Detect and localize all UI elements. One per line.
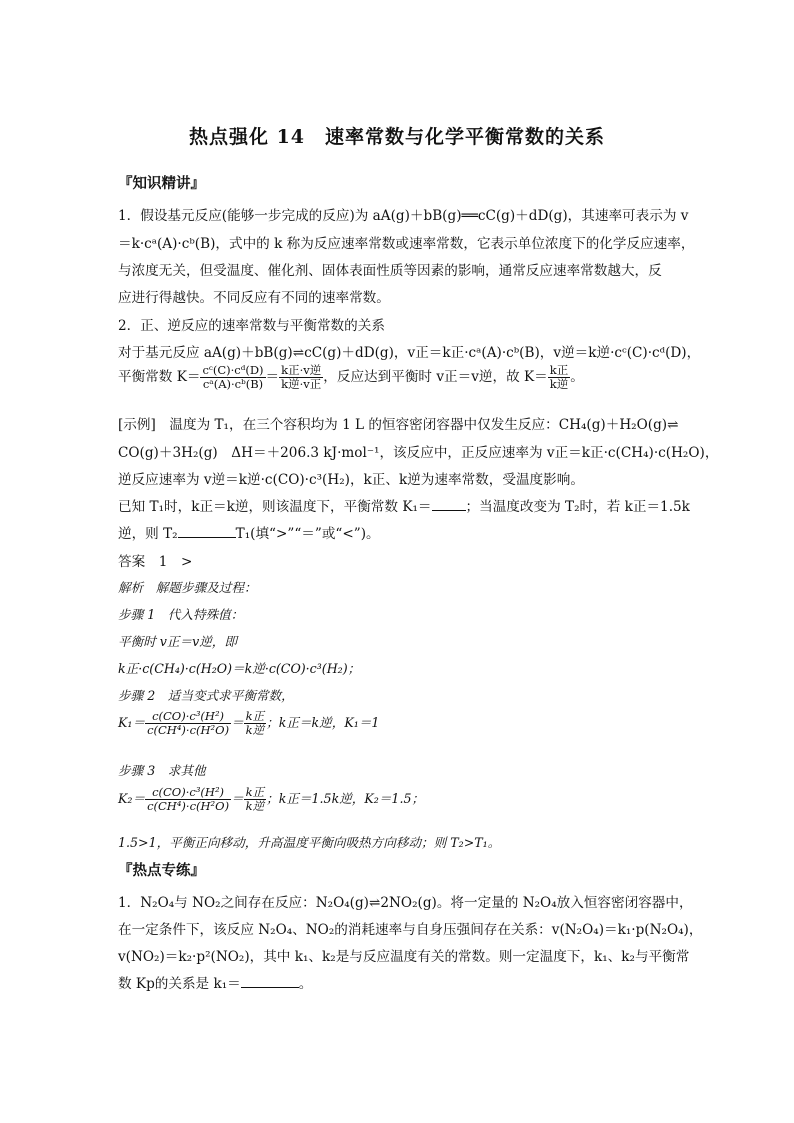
- text-line: ＝k·cᵃ(A)·cᵇ(B)，式中的 k 称为反应速率常数或速率常数，它表示单位浓度下的化学反应速率，: [118, 236, 695, 252]
- page-title: 热点强化 14 速率常数与化学平衡常数的关系: [188, 126, 606, 148]
- solution-line: 步骤 3 求其他: [118, 763, 206, 778]
- solution-line: 1.5>1，平衡正向移动，升高温度平衡向吸热方向移动；则 T₂>T₁。: [118, 835, 501, 850]
- text-line: 对于基元反应 aA(g)＋bB(g)⇌cC(g)＋dD(g)，v正＝k正·cᵃ(A)·cᵇ(B)，v逆＝k逆·cᶜ(C)·cᵈ(D)，: [118, 345, 701, 361]
- solution-line: 平衡时 v正＝v逆，即: [118, 634, 237, 649]
- fraction: $\frac{\text{c(CO)·c³(H²)}}{\text{c(CH⁴)·c(H²O)}}$: [147, 709, 230, 737]
- answer-blank: [178, 525, 236, 538]
- section-header-practice: 『热点专练』: [118, 863, 205, 879]
- text-line: v(NO₂)＝k₂·p²(NO₂)，其中 k₁、k₂是与反应温度有关的常数。则一定温度下，k₁、k₂与平衡常: [118, 949, 690, 965]
- solution-line: 步骤 1 代入特殊值：: [118, 607, 244, 622]
- text-line: 2．正、逆反应的速率常数与平衡常数的关系: [118, 318, 385, 334]
- solution-line: 步骤 2 适当变式求平衡常数，: [118, 688, 294, 703]
- solution-formula-k2: K₂＝ $\frac{\text{c(CO)·c³(H²)}}{\text{c(CH⁴)·c(H²O)}}$ ＝ $\frac{\text{k正}}{\text{k逆}}$ ；k正＝1.5k逆，K₂＝1.5；: [118, 785, 425, 813]
- text-line: [示例] 温度为 T₁，在三个容积均为 1 L 的恒容密闭容器中仅发生反应：CH₄(g)＋H₂O(g)⇌: [118, 417, 679, 433]
- fraction: $\frac{\text{k正}}{\text{k逆}}$: [245, 709, 265, 737]
- answer-line: 答案 1 >: [118, 554, 193, 570]
- answer-blank: [241, 975, 299, 988]
- fraction: $\frac{\text{k正}}{\text{k逆}}$: [549, 363, 569, 391]
- fraction: $\frac{\text{k正}}{\text{k逆}}$: [245, 785, 265, 813]
- equilibrium-constant-formula: 平衡常数 K＝ $\frac{\text{cᶜ(C)·cᵈ(D)}}{\text{cᵃ(A)·cᵇ(B)}}$ ＝ $\frac{\text{k正·v逆}}{\text{k逆·v正}}$ ，反应达到平衡时 v正＝v逆，故 K＝ $\frac{\text{k正}}{\text{k逆}}$ 。: [118, 363, 584, 391]
- text-line: 1．假设基元反应(能够一步完成的反应)为 aA(g)＋bB(g)══cC(g)＋dD(g)，其速率可表示为 v: [118, 208, 689, 224]
- section-header-knowledge: 『知识精讲』: [118, 176, 205, 192]
- text-line: 应进行得越快。不同反应有不同的速率常数。: [118, 290, 390, 306]
- text-line: 在一定条件下，该反应 N₂O₄、NO₂的消耗速率与自身压强间存在关系：v(N₂O₄)＝k₁·p(N₂O₄)，: [118, 922, 703, 938]
- question-line: 已知 T₁时，k正＝k逆，则该温度下，平衡常数 K₁＝ ；当温度改变为 T₂时，若 k正＝1.5k: [118, 499, 690, 515]
- fraction: $\frac{\text{k正·v逆}}{\text{k逆·v正}}$: [281, 363, 322, 391]
- fraction: $\frac{\text{cᶜ(C)·cᵈ(D)}}{\text{cᵃ(A)·cᵇ(B)}}$: [202, 363, 264, 391]
- text-line: 逆反应速率为 v逆＝k逆·c(CO)·c³(H₂)，k正、k逆为速率常数，受温度影响。: [118, 472, 584, 488]
- solution-line: k正·c(CH₄)·c(H₂O)＝k逆·c(CO)·c³(H₂)；: [118, 661, 361, 676]
- answer-blank: [432, 498, 466, 511]
- fraction: $\frac{\text{c(CO)·c³(H²)}}{\text{c(CH⁴)·c(H²O)}}$: [147, 785, 230, 813]
- question-line: 数 Kp的关系是 k₁＝ 。: [118, 976, 313, 992]
- question-line: 逆，则 T₂ T₁(填“>”“＝”或“<”)。: [118, 526, 380, 542]
- text-line: 1．N₂O₄与 NO₂之间存在反应：N₂O₄(g)⇌2NO₂(g)。将一定量的 N₂O₄放入恒容密闭容器中，: [118, 895, 693, 911]
- solution-line: 解析 解题步骤及过程：: [118, 580, 257, 595]
- text-line: CO(g)＋3H₂(g) ΔH＝＋206.3 kJ·mol⁻¹，该反应中，正反应速率为 v正＝k正·c(CH₄)·c(H₂O)，: [118, 445, 719, 461]
- text-line: 与浓度无关，但受温度、催化剂、固体表面性质等因素的影响，通常反应速率常数越大，反: [118, 263, 662, 279]
- solution-formula-k1: K₁＝ $\frac{\text{c(CO)·c³(H²)}}{\text{c(CH⁴)·c(H²O)}}$ ＝ $\frac{\text{k正}}{\text{k逆}}$ ；k正＝k逆，K₁＝1: [118, 709, 380, 737]
